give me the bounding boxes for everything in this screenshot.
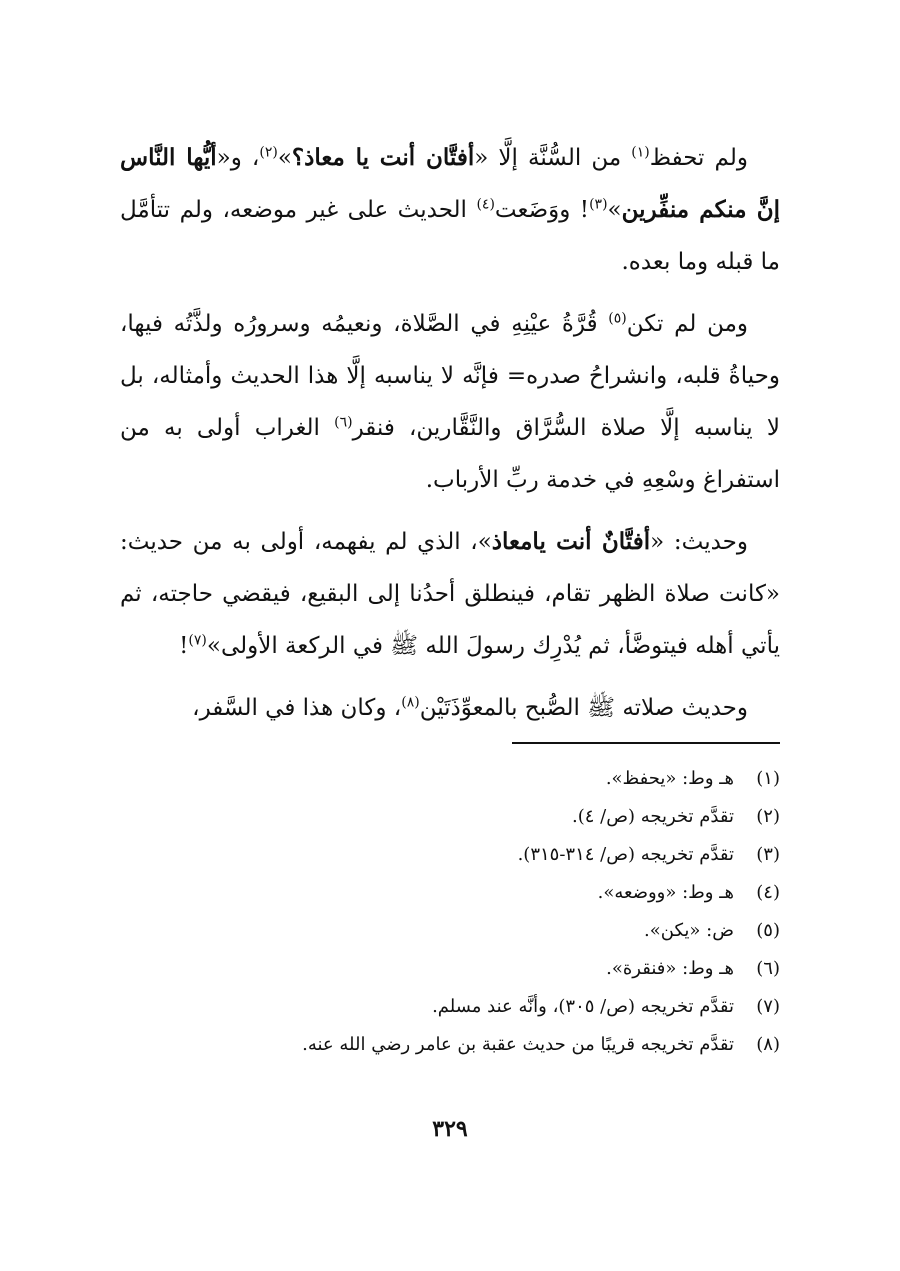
footnote bbox=[120, 988, 780, 1026]
footnote-text: تقدَّم تخريجه (ص/ ٤). bbox=[572, 806, 734, 827]
footnote-number: (٣) bbox=[756, 844, 780, 865]
main-text bbox=[120, 132, 780, 744]
footnote-text: هـ وط: «ووضعه». bbox=[597, 882, 734, 903]
footnote bbox=[120, 836, 780, 874]
footnote-ref: (٢) bbox=[259, 144, 278, 161]
footnote-divider bbox=[512, 742, 780, 744]
footnote-text: تقدَّم تخريجه (ص/ ٣٠٥)، وأنَّه عند مسلم. bbox=[432, 996, 734, 1017]
text-run: ومن لم تكن bbox=[626, 311, 749, 337]
footnote-ref: (٧) bbox=[188, 632, 207, 649]
text-run: »، الذي لم يفهمه، أولى به من حديث: «كانت صلاة الظهر تقام، فينطلق أحدُنا إلى البقيع، فيقضي حاجته، ثم يأتي أهله فيتوضَّأ، ثم يُدْرِك رسولَ الله ﷺ في الركعة الأولى» bbox=[120, 529, 780, 659]
quoted-hadith: أفتَّان أنت يا معاذ؟ bbox=[291, 144, 475, 171]
text-run: ، و« bbox=[216, 145, 260, 171]
footnote-text: ض: «يكن». bbox=[644, 920, 734, 941]
text-run: ، وكان هذا في السَّفر، bbox=[192, 695, 402, 721]
footnote-number: (٤) bbox=[756, 882, 780, 903]
text-run: ولم تحفظ bbox=[649, 145, 748, 171]
footnote-number: (٢) bbox=[756, 806, 780, 827]
footnote-number: (١) bbox=[756, 768, 780, 789]
text-run: ! ووَضَعت bbox=[494, 197, 590, 223]
footnotes bbox=[120, 760, 780, 1064]
footnote-text: تقدَّم تخريجه قريبًا من حديث عقبة بن عامر رضي الله عنه. bbox=[302, 1034, 734, 1055]
footnote bbox=[120, 760, 780, 798]
footnote-text: هـ وط: «يحفظ». bbox=[605, 768, 734, 789]
footnote-number: (٦) bbox=[756, 958, 780, 979]
footnote-ref: (٥) bbox=[608, 310, 627, 327]
footnote-number: (٨) bbox=[756, 1034, 780, 1055]
paragraph bbox=[120, 132, 780, 288]
footnote-ref: (٣) bbox=[589, 196, 608, 213]
footnote-number: (٥) bbox=[756, 920, 780, 941]
footnote bbox=[120, 912, 780, 950]
footnote-text: هـ وط: «فنقرة». bbox=[606, 958, 734, 979]
footnote-ref: (٦) bbox=[334, 414, 353, 431]
footnote bbox=[120, 1026, 780, 1064]
text-run: من السُّنَّة إلَّا « bbox=[474, 145, 632, 171]
footnote bbox=[120, 950, 780, 988]
footnote bbox=[120, 874, 780, 912]
text-run: قُرَّةُ عيْنِهِ في الصَّلاة، ونعيمُه وسرورُه ولذَّتُه فيها، وحياةُ قلبه، وانشراحُ صدره= فإنَّه لا يناسبه إلَّا هذا الحديث وأمثاله، بل لا يناسبه إلَّا صلاة السُّرَّاق والنَّقَّارين، فنقر bbox=[120, 311, 780, 441]
text-run: الحديث على غير موضعه، ولم تتأمَّل ما قبله وما بعده. bbox=[120, 197, 780, 275]
page-number: ٣٢٩ bbox=[432, 1116, 468, 1142]
text-run: الغراب أولى به من استفراغ وسْعِهِ في خدمة ربِّ الأرباب. bbox=[120, 415, 780, 493]
footnote-number: (٧) bbox=[756, 996, 780, 1017]
quoted-hadith: أيُّها النَّاس إنَّ منكم منفِّرين bbox=[120, 144, 781, 223]
text-run: وحديث: « bbox=[650, 529, 748, 555]
footnote-ref: (١) bbox=[631, 144, 650, 161]
paragraph bbox=[120, 682, 780, 734]
paragraph bbox=[120, 298, 780, 506]
paragraph bbox=[120, 516, 780, 672]
footnote-ref: (٨) bbox=[401, 694, 420, 711]
text-run: » bbox=[277, 145, 292, 171]
quoted-hadith: أفتَّانٌ أنت يامعاذ bbox=[491, 528, 651, 555]
text-run: » bbox=[607, 197, 622, 223]
footnote-ref: (٤) bbox=[476, 196, 495, 213]
text-run: وحديث صلاته ﷺ الصُّبح بالمعوِّذَتَيْن bbox=[419, 695, 748, 721]
text-run: ! bbox=[179, 633, 189, 659]
footnote bbox=[120, 798, 780, 836]
footnote-text: تقدَّم تخريجه (ص/ ٣١٤-٣١٥). bbox=[517, 844, 734, 865]
